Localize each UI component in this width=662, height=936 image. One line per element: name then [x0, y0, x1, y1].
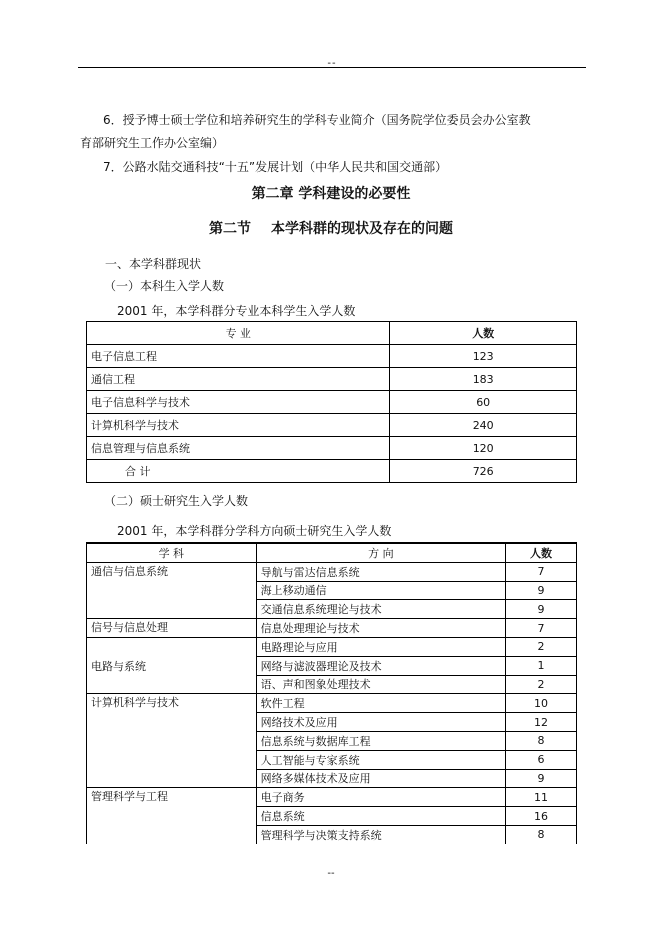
direction-cell: 海上移动通信	[256, 581, 505, 600]
chapter-title: 第二章 学科建设的必要性	[251, 186, 411, 202]
count-cell: 9	[506, 600, 577, 619]
direction-cell: 信息系统与数据库工程	[256, 731, 505, 750]
reference-6-line2: 育部研究生工作办公室编）	[80, 136, 225, 150]
direction-cell: 导航与雷达信息系统	[256, 562, 505, 581]
page-header-marker: --	[327, 58, 337, 69]
direction-cell: 交通信息系统理论与技术	[256, 600, 505, 619]
table2-header-count: 人数	[506, 543, 577, 562]
major-cell: 信息管理与信息系统	[87, 437, 390, 460]
major-cell: 电子信息工程	[87, 345, 390, 368]
count-cell: 11	[506, 788, 577, 807]
table-row	[87, 345, 577, 368]
count-cell: 6	[506, 750, 577, 769]
count-cell: 10	[506, 694, 577, 713]
table2-caption: 2001 年，本学科群分学科方向硕士研究生入学人数	[117, 524, 392, 538]
table-row	[87, 391, 577, 414]
table-row	[87, 694, 577, 713]
reference-7: 7．公路水陆交通科技“十五”发展计划（中华人民共和国交通部）	[103, 160, 448, 174]
section-number: 第二节	[209, 221, 251, 237]
major-cell: 计算机科学与技术	[87, 414, 390, 437]
direction-cell: 管理科学与决策支持系统	[256, 825, 505, 843]
major-cell: 通信工程	[87, 368, 390, 391]
table-row	[87, 437, 577, 460]
count-cell: 183	[390, 368, 577, 391]
table2-header-subject: 学 科	[87, 543, 257, 562]
count-cell: 7	[506, 562, 577, 581]
subject-cell: 电路与系统	[87, 637, 257, 693]
subject-cell: 管理科学与工程	[87, 788, 257, 844]
direction-cell: 人工智能与专家系统	[256, 750, 505, 769]
table2-header-direction: 方 向	[256, 543, 505, 562]
direction-cell: 软件工程	[256, 694, 505, 713]
subject-cell: 通信与信息系统	[87, 562, 257, 618]
table-row	[87, 368, 577, 391]
direction-cell: 网络技术及应用	[256, 713, 505, 732]
count-cell: 2	[506, 675, 577, 694]
masters-enrollment-table	[86, 542, 577, 844]
reference-6-line1: 6．授予博士硕士学位和培养研究生的学科专业简介（国务院学位委员会办公室教	[103, 113, 531, 127]
count-cell: 120	[390, 437, 577, 460]
table-row	[87, 619, 577, 638]
count-cell: 7	[506, 619, 577, 638]
undergrad-subheading: （一）本科生入学人数	[104, 279, 225, 293]
masters-subheading: （二）硕士研究生入学人数	[104, 494, 249, 508]
count-cell: 60	[390, 391, 577, 414]
count-cell: 240	[390, 414, 577, 437]
direction-cell: 信息系统	[256, 807, 505, 826]
count-cell: 123	[390, 345, 577, 368]
direction-cell: 网络与滤波器理论及技术	[256, 656, 505, 675]
section-name: 本学科群的现状及存在的问题	[271, 221, 453, 237]
count-cell: 1	[506, 656, 577, 675]
header-rule	[78, 67, 586, 68]
page-footer-marker: --	[327, 868, 335, 879]
table-total-row	[87, 460, 577, 483]
direction-cell: 电子商务	[256, 788, 505, 807]
count-cell: 9	[506, 769, 577, 788]
section-title	[0, 218, 662, 238]
count-cell: 2	[506, 637, 577, 656]
subject-cell: 计算机科学与技术	[87, 694, 257, 788]
count-cell: 9	[506, 581, 577, 600]
direction-cell: 电路理论与应用	[256, 637, 505, 656]
table1-header-major: 专 业	[87, 322, 390, 345]
subject-cell: 信号与信息处理	[87, 619, 257, 638]
direction-cell: 语、声和图象处理技术	[256, 675, 505, 694]
direction-cell: 信息处理理论与技术	[256, 619, 505, 638]
total-label: 合 计	[87, 460, 390, 483]
total-count: 726	[390, 460, 577, 483]
count-cell: 8	[506, 731, 577, 750]
table-row	[87, 562, 577, 581]
direction-cell: 网络多媒体技术及应用	[256, 769, 505, 788]
count-cell: 16	[506, 807, 577, 826]
count-cell: 8	[506, 825, 577, 843]
count-cell: 12	[506, 713, 577, 732]
undergrad-enrollment-table	[86, 321, 577, 483]
major-cell: 电子信息科学与技术	[87, 391, 390, 414]
table-row	[87, 637, 577, 656]
table-row	[87, 414, 577, 437]
table1-caption: 2001 年，本学科群分专业本科学生入学人数	[117, 304, 356, 318]
table1-header-count: 人数	[390, 322, 577, 345]
table-row	[87, 788, 577, 807]
part1-heading: 一、本学科群现状	[105, 257, 202, 271]
